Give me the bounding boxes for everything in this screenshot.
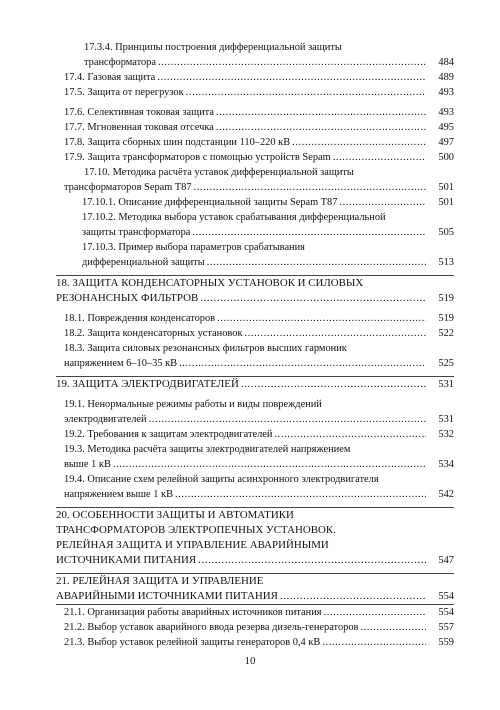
toc-entry[interactable] xyxy=(56,605,454,620)
toc-entry-line: трансформатора ..... xyxy=(84,55,426,70)
toc-entry-line: 19.1. Ненормальные режимы работы и виды повреждений xyxy=(64,399,322,410)
toc-entry[interactable] xyxy=(56,635,454,650)
toc-entry-title xyxy=(56,341,426,371)
toc-entry-title xyxy=(56,377,426,392)
toc-page-number: 489 xyxy=(438,72,454,83)
toc-entry[interactable] xyxy=(56,150,454,165)
toc-page-number: 554 xyxy=(438,591,454,602)
toc-entry-line: ИСТОЧНИКАМИ ПИТАНИЯ ..... xyxy=(56,553,426,568)
toc-chapter[interactable] xyxy=(56,376,454,392)
toc-chapter[interactable] xyxy=(56,507,454,568)
toc-entry-line: выше 1 кВ ..... xyxy=(64,457,426,472)
toc-chapter[interactable] xyxy=(56,573,454,605)
toc-page-number: 554 xyxy=(438,607,454,618)
toc-entry-title xyxy=(56,397,426,427)
toc-entry-line: 19.4. Описание схем релейной защиты асинхронного электродвигателя xyxy=(64,474,379,485)
toc-entry-title xyxy=(56,508,426,568)
toc-entry-line: 17.10.1. Описание дифференциальной защиты Sepam T87 ..... xyxy=(82,195,426,210)
toc-entry[interactable] xyxy=(56,105,454,120)
toc-entry-title xyxy=(56,620,426,635)
toc-entry-line: 17.10.3. Пример выбора параметров срабатывания xyxy=(82,242,305,253)
toc-entry[interactable] xyxy=(56,240,454,270)
toc-page-number: 505 xyxy=(438,227,454,238)
toc-page-number: 493 xyxy=(438,107,454,118)
toc-entry-title xyxy=(56,240,426,270)
toc-entry-title xyxy=(56,135,426,150)
toc-entry-title xyxy=(56,85,426,100)
toc-entry-line: 17.8. Защита сборных шин подстанции 110–220 кВ ..... xyxy=(64,135,426,150)
toc-entry-title xyxy=(56,210,426,240)
toc-page-number: 500 xyxy=(438,152,454,163)
toc-page-number: 531 xyxy=(438,379,454,390)
toc-entry-title xyxy=(56,70,426,85)
toc-entry[interactable] xyxy=(56,326,454,341)
toc-entry[interactable] xyxy=(56,210,454,240)
toc-entry[interactable] xyxy=(56,620,454,635)
toc-entry[interactable] xyxy=(56,120,454,135)
toc-entry[interactable] xyxy=(56,442,454,472)
toc-page-number: 534 xyxy=(438,459,454,470)
toc-entry-line: АВАРИЙНЫМИ ИСТОЧНИКАМИ ПИТАНИЯ ..... xyxy=(56,589,426,604)
toc-entry-line: 17.9. Защита трансформаторов с помощью устройств Sepam ..... xyxy=(64,150,426,165)
toc-entry-line: 18.3. Защита силовых резонансных фильтров высших гармоник xyxy=(64,343,347,354)
toc-page-number: 525 xyxy=(438,358,454,369)
toc-entry-line: 18.2. Защита конденсаторных установок ..... xyxy=(64,326,426,341)
toc-entry[interactable] xyxy=(56,135,454,150)
toc-entry-title xyxy=(56,165,426,195)
toc-entry-line: 17.3.4. Принципы построения дифференциальной защиты xyxy=(84,42,342,53)
toc-entry-title xyxy=(56,40,426,70)
toc-page-number: 493 xyxy=(438,87,454,98)
toc-chapter[interactable] xyxy=(56,275,454,306)
toc-entry-line: напряжением 6–10–35 кВ ..... xyxy=(64,356,426,371)
toc-page-number: 501 xyxy=(438,197,454,208)
toc-page-number: 542 xyxy=(438,489,454,500)
toc-entry[interactable] xyxy=(56,472,454,502)
toc-entry-line: электродвигателей ..... xyxy=(64,412,426,427)
toc-entry-title xyxy=(56,605,426,620)
toc-entry-line: 19. ЗАЩИТА ЭЛЕКТРОДВИГАТЕЛЕЙ ..... xyxy=(56,377,426,392)
toc-page-number: 557 xyxy=(438,622,454,633)
toc-page-number: 519 xyxy=(438,313,454,324)
toc-entry-line: напряжением выше 1 кВ ..... xyxy=(64,487,426,502)
toc-entry-line: 21. РЕЛЕЙНАЯ ЗАЩИТА И УПРАВЛЕНИЕ xyxy=(56,575,264,587)
table-of-contents xyxy=(56,40,454,650)
toc-entry[interactable] xyxy=(56,341,454,371)
toc-entry-line: 21.3. Выбор уставок релейной защиты генераторов 0,4 кВ ..... xyxy=(64,635,426,650)
toc-page-number: 497 xyxy=(438,137,454,148)
toc-entry-title xyxy=(56,427,426,442)
toc-entry-title xyxy=(56,326,426,341)
toc-entry-line: 17.6. Селективная токовая защита ..... xyxy=(64,105,426,120)
toc-entry-line: 20. ОСОБЕННОСТИ ЗАЩИТЫ И АВТОМАТИКИ xyxy=(56,509,294,521)
toc-entry-title xyxy=(56,120,426,135)
toc-entry-line: 21.2. Выбор уставок аварийного ввода резерва дизель-генераторов ..... xyxy=(64,620,426,635)
toc-entry-line: 19.3. Методика расчёта защиты электродвигателей напряжением xyxy=(64,444,351,455)
toc-entry-line: защиты трансформатора ..... xyxy=(82,225,426,240)
toc-entry-line: трансформаторов Sepam T87 ..... xyxy=(64,180,426,195)
toc-entry-line: 17.4. Газовая защита ..... xyxy=(64,70,426,85)
toc-entry-title xyxy=(56,574,426,604)
toc-page-number: 559 xyxy=(438,637,454,648)
toc-entry-title xyxy=(56,150,426,165)
toc-entry-line: 18. ЗАЩИТА КОНДЕНСАТОРНЫХ УСТАНОВОК И СИЛОВЫХ xyxy=(56,277,364,289)
toc-entry-line: РЕЗОНАНСНЫХ ФИЛЬТРОВ ..... xyxy=(56,291,426,306)
toc-entry-line: дифференциальной защиты ..... xyxy=(82,255,426,270)
toc-entry-title xyxy=(56,195,426,210)
toc-page-number: 484 xyxy=(438,57,454,68)
toc-entry-line: 19.2. Требования к защитам электродвигателей ..... xyxy=(64,427,426,442)
toc-entry-line: 17.5. Защита от перегрузок ..... xyxy=(64,85,426,100)
toc-entry[interactable] xyxy=(56,165,454,195)
page-number: 10 xyxy=(244,655,256,667)
toc-entry-title xyxy=(56,105,426,120)
toc-entry-title xyxy=(56,276,426,306)
toc-page-number: 522 xyxy=(438,328,454,339)
toc-page-number: 513 xyxy=(438,257,454,268)
toc-entry[interactable] xyxy=(56,311,454,326)
toc-entry[interactable] xyxy=(56,70,454,85)
toc-entry-line: ТРАНСФОРМАТОРОВ ЭЛЕКТРОПЕЧНЫХ УСТАНОВОК. xyxy=(56,524,336,536)
toc-page-number: 495 xyxy=(438,122,454,133)
toc-entry-title xyxy=(56,442,426,472)
toc-entry-line: 17.10.2. Методика выбора уставок срабатывания дифференциальной xyxy=(82,212,386,223)
toc-entry-line: 17.7. Мгновенная токовая отсечка ..... xyxy=(64,120,426,135)
toc-entry-line: 21.1. Организация работы аварийных источников питания ..... xyxy=(64,605,426,620)
toc-entry-line: 17.10. Методика расчёта уставок дифференциальной защиты xyxy=(84,167,354,178)
toc-page-number: 519 xyxy=(438,293,454,304)
toc-entry[interactable] xyxy=(56,397,454,427)
toc-entry[interactable] xyxy=(56,427,454,442)
toc-entry[interactable] xyxy=(56,40,454,70)
toc-entry-line: РЕЛЕЙНАЯ ЗАЩИТА И УПРАВЛЕНИЕ АВАРИЙНЫМИ xyxy=(56,539,329,551)
toc-page-number: 547 xyxy=(438,555,454,566)
toc-entry[interactable] xyxy=(56,85,454,100)
toc-entry[interactable] xyxy=(56,195,454,210)
toc-page-number: 501 xyxy=(438,182,454,193)
toc-entry-title xyxy=(56,635,426,650)
toc-page-number: 532 xyxy=(438,429,454,440)
toc-page-number: 531 xyxy=(438,414,454,425)
toc-entry-title xyxy=(56,311,426,326)
toc-entry-line: 18.1. Повреждения конденсаторов ..... xyxy=(64,311,426,326)
toc-entry-title xyxy=(56,472,426,502)
